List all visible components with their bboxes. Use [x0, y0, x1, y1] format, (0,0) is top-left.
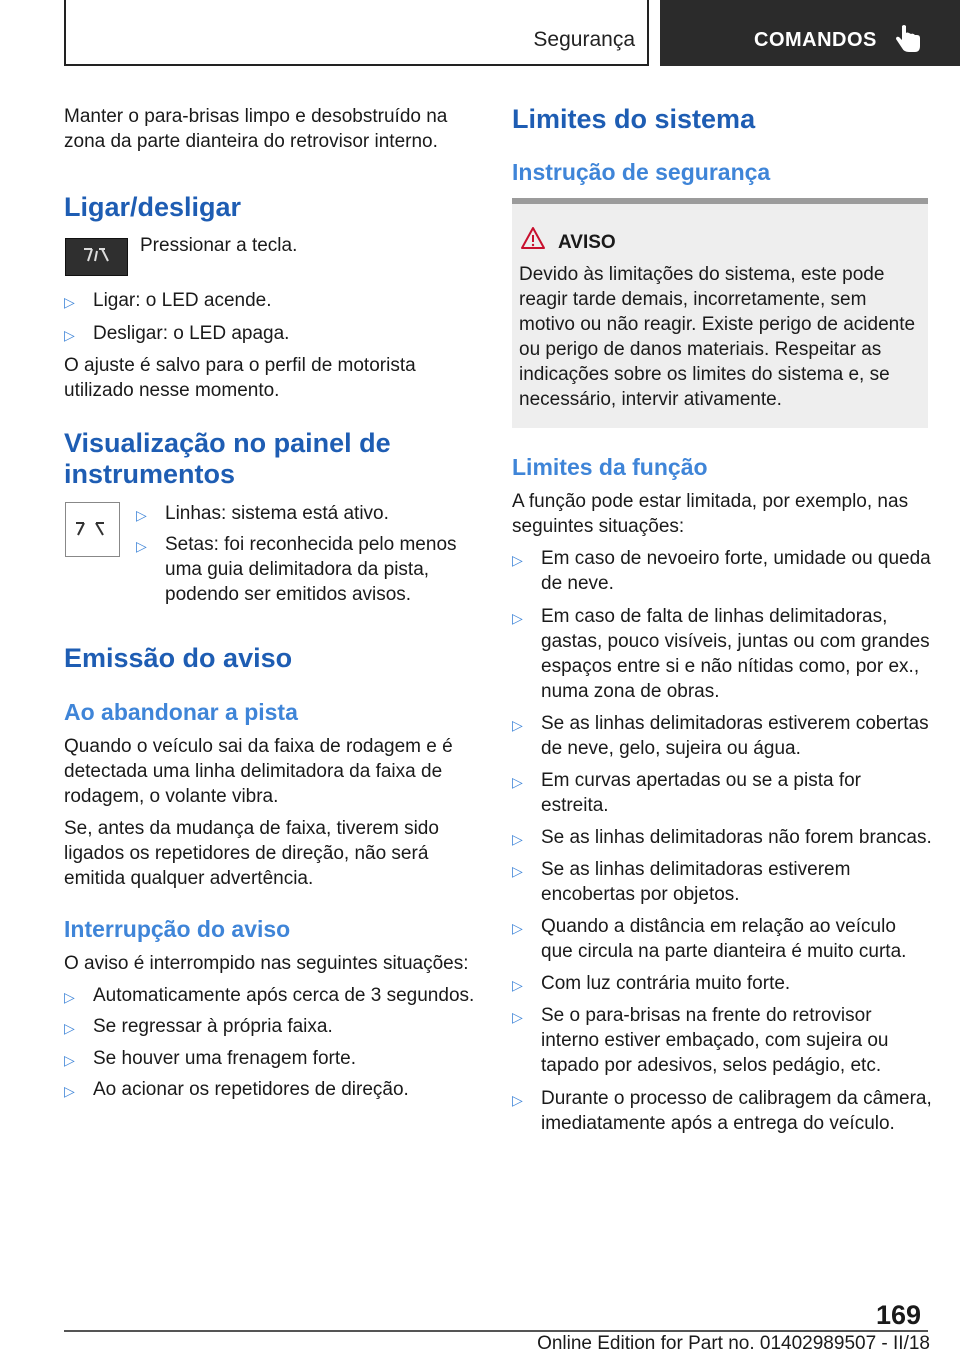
leaving-lane-paragraph: Quando o veículo sai da faixa de rodagem e é detectada uma linha delimitadora da faixa de rodagem, o volante vibra.	[64, 736, 453, 807]
bullet-triangle-icon: ▷	[512, 863, 523, 879]
bullet-triangle-icon: ▷	[64, 327, 75, 343]
interrupt-intro: O aviso é interrompido nas seguintes situações:	[64, 953, 469, 974]
bullet-triangle-icon: ▷	[512, 717, 523, 733]
profile-note: O ajuste é salvo para o perfil de motorista utilizado nesse momento.	[64, 355, 416, 401]
list-item: ▷ Se regressar à própria faixa.	[64, 1014, 480, 1039]
header-chapter-title: COMANDOS	[754, 29, 877, 51]
lane-lines-icon	[65, 502, 120, 557]
bullet-triangle-icon: ▷	[512, 920, 523, 936]
header-section-title: Segurança	[533, 28, 635, 51]
system-limits-heading: Limites do sistema	[512, 104, 756, 134]
list-item: ▷ Se as linhas delimitadoras estiverem cobertas de neve, gelo, sujeira ou água.	[512, 713, 929, 759]
list-item: ▷ Em caso de falta de linhas delimitadoras, gastas, pouco visíveis, juntas ou com grandes espaços entre si e não nítidas como, por ex., numa zona de obras.	[512, 606, 930, 702]
onoff-heading: Ligar/desligar	[64, 192, 242, 222]
list-item: ▷ Se o para-brisas na frente do retrovisor interno estiver embaçado, com sujeira ou tapado por adesivos, selos pedágio, etc.	[512, 1005, 889, 1076]
bullet-triangle-icon: ▷	[512, 552, 523, 568]
bullet-triangle-icon: ▷	[512, 1092, 523, 1108]
function-limits-heading: Limites da função	[512, 454, 708, 480]
list-item: ▷ Durante o processo de calibragem da câmera, imediatamente após a entrega do veículo.	[512, 1088, 932, 1134]
bullet-triangle-icon: ▷	[512, 610, 523, 626]
list-item: ▷ Setas: foi reconhecida pelo menos uma guia delimitadora da pista, podendo ser emitidos avisos.	[136, 534, 457, 605]
list-item: ▷ Quando a distância em relação ao veículo que circula na parte dianteira é muito curta.	[512, 916, 907, 962]
bullet-triangle-icon: ▷	[64, 294, 75, 310]
list-item: ▷ Em curvas apertadas ou se a pista for estreita.	[512, 770, 861, 816]
warning-triangle-icon	[520, 226, 546, 250]
bullet-triangle-icon: ▷	[136, 507, 147, 523]
pointing-hand-icon	[894, 24, 922, 54]
bullet-triangle-icon: ▷	[512, 1009, 523, 1025]
turn-signal-paragraph: Se, antes da mudança de faixa, tiverem sido ligados os repetidores de direção, não será emitida qualquer advertência.	[64, 818, 439, 889]
header-chapter-tab	[660, 0, 960, 66]
bullet-triangle-icon: ▷	[512, 831, 523, 847]
list-item: ▷ Se as linhas delimitadoras estiverem encobertas por objetos.	[512, 859, 851, 905]
list-item: ▷ Desligar: o LED apaga.	[64, 321, 480, 346]
bullet-triangle-icon: ▷	[64, 1020, 75, 1036]
lane-button-icon	[65, 238, 128, 276]
safety-heading: Instrução de segurança	[512, 159, 771, 185]
bullet-triangle-icon: ▷	[64, 989, 75, 1005]
display-heading: Visualização no painel de instrumentos	[64, 428, 391, 489]
warning-text: Devido às limitações do sistema, este pode reagir tarde demais, incorretamente, sem motivo ou não reagir. Existe perigo de acidente ou perigo de danos materiais. Respeitar as indicações sobre os limites do sistema e, se necessário, intervir ativamente.	[519, 264, 916, 410]
bullet-triangle-icon: ▷	[136, 538, 147, 554]
list-item: ▷ Ao acionar os repetidores de direção.	[64, 1077, 480, 1102]
bullet-triangle-icon: ▷	[64, 1052, 75, 1068]
warning-output-heading: Emissão do aviso	[64, 643, 293, 673]
footer-divider	[64, 1330, 928, 1332]
list-item: ▷ Linhas: sistema está ativo.	[136, 501, 480, 526]
list-item: ▷ Se houver uma frenagem forte.	[64, 1046, 480, 1071]
list-item: ▷ Automaticamente após cerca de 3 segundos.	[64, 983, 484, 1008]
interrupt-heading: Interrupção do aviso	[64, 916, 291, 942]
warning-box	[512, 198, 928, 428]
leaving-lane-heading: Ao abandonar a pista	[64, 699, 298, 725]
list-item: ▷ Em caso de nevoeiro forte, umidade ou queda de neve.	[512, 548, 931, 594]
bullet-triangle-icon: ▷	[64, 1083, 75, 1099]
list-item: ▷ Com luz contrária muito forte.	[512, 971, 932, 996]
list-item: ▷ Se as linhas delimitadoras não forem brancas.	[512, 825, 932, 850]
function-limits-intro: A função pode estar limitada, por exemplo, nas seguintes situações:	[512, 491, 909, 537]
onoff-instruction: Pressionar a tecla.	[140, 235, 298, 256]
header-section-box	[64, 0, 649, 66]
bullet-triangle-icon: ▷	[512, 977, 523, 993]
edition-footer: Online Edition for Part no. 01402989507 - II/18	[537, 1333, 930, 1354]
page-number: 169	[876, 1300, 922, 1330]
bullet-triangle-icon: ▷	[512, 774, 523, 790]
intro-paragraph: Manter o para-brisas limpo e desobstruído na zona da parte dianteira do retrovisor interno.	[64, 106, 448, 152]
warning-label: AVISO	[558, 232, 616, 253]
list-item: ▷ Ligar: o LED acende.	[64, 288, 480, 313]
